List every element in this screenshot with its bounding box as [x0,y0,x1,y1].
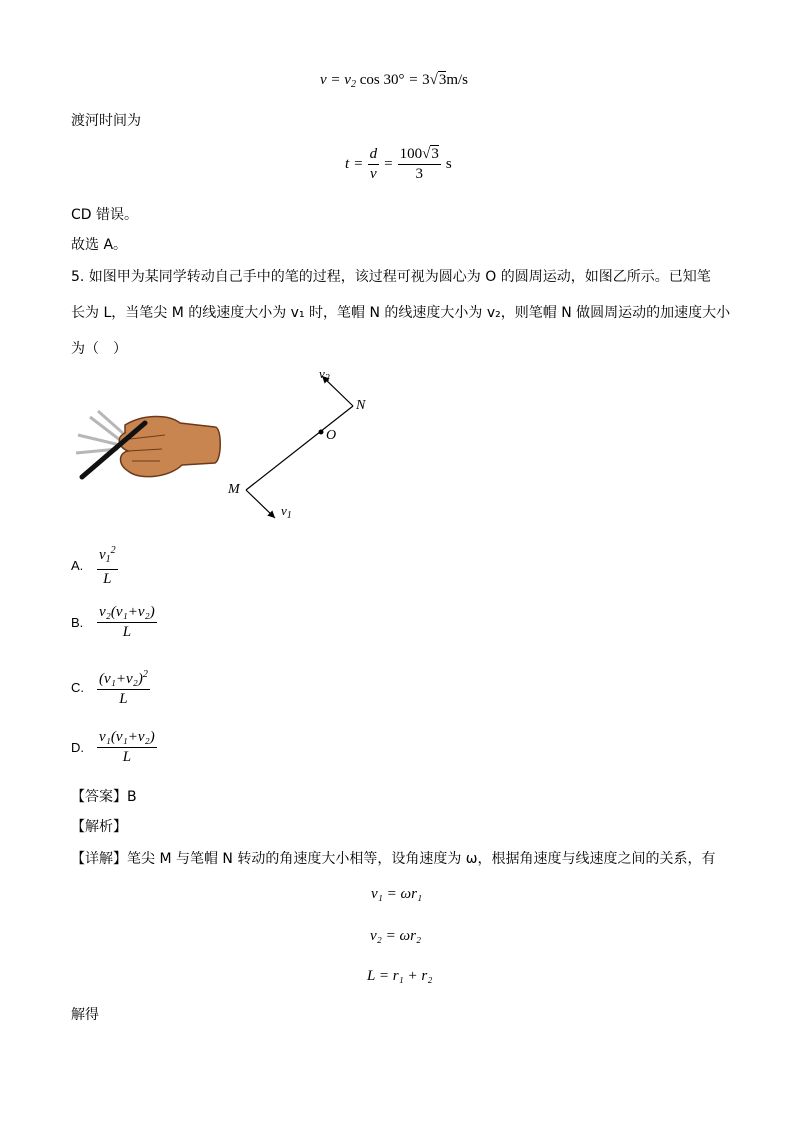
velocity-arrow-v1 [246,490,275,518]
option-b[interactable]: B. $\frac{\text{v₂(v₁+v₂)}}{L}$ [71,604,155,640]
option-b-formula: $\frac{\text{v₂(v₁+v₂)}}{L}$ [99,604,155,640]
solve-text: 解得 [71,1007,99,1023]
choose-a-text: 故选 A。 [71,237,128,253]
analysis-tag: 【解析】 [71,819,127,835]
question-5-line-2: 长为 L，当笔尖 M 的线速度大小为 v₁ 时，笔帽 N 的线速度大小为 v₂，则笔帽 N 做圆周运动的加速度大小 [71,305,731,321]
cd-wrong-text: CD 错误。 [71,207,139,223]
equation-l: L = r₁ + r₂ [367,968,433,984]
center-point-o [319,430,324,435]
answer-value: B [127,789,137,805]
label-o: O [326,428,337,443]
circular-motion-diagram [225,362,375,522]
equation-v1: v₁ = ωr₁ [371,886,423,902]
detail-text: 笔尖 M 与笔帽 N 转动的角速度大小相等，设角速度为 ω，根据角速度与线速度之间的关系，有 [127,851,716,867]
option-a[interactable]: A. $\frac{v_1^2}{L}$ [71,542,118,588]
equation-velocity: $v = v_2$ cos 30° = 3√3m/s [320,72,469,90]
equation-v2: v₂ = ωr₂ [370,928,422,944]
label-n: N [356,398,366,413]
option-d-formula: $\frac{\text{v₁(v₁+v₂)}}{L}$ [99,729,155,765]
option-c-formula: $\frac{(v_1+v_2)^2}{L}$ [97,666,150,708]
label-v2: $v_2$ [319,366,330,384]
detail-line [71,848,716,868]
pen-line [246,406,353,490]
answer-tag: 【答案】 [71,789,127,805]
answer-line [71,786,137,806]
option-d[interactable]: D. $\frac{\text{v₁(v₁+v₂)}}{L}$ [71,729,155,765]
question-5-line-3: 为（ ） [71,341,127,357]
hand-pen-illustration [70,405,225,490]
option-a-formula: $\frac{v_1^2}{L}$ [97,542,118,588]
question-5-line-1: 5. 如图甲为某同学转动自己手中的笔的过程，该过程可视为圆心为 O 的圆周运动，如图乙所示。已知笔 [71,269,711,285]
label-v1: $v_1$ [281,503,292,521]
label-m: M [228,482,240,497]
hand-shape [119,417,220,477]
crossing-time-text: 渡河时间为 [71,113,141,129]
equation-time: t = $\frac{d}{v}$ = $\frac{100√3}{3}$ s [345,146,452,182]
option-c[interactable]: C. $\frac{(v_1+v_2)^2}{L}$ [71,666,150,708]
detail-tag: 【详解】 [71,851,127,867]
